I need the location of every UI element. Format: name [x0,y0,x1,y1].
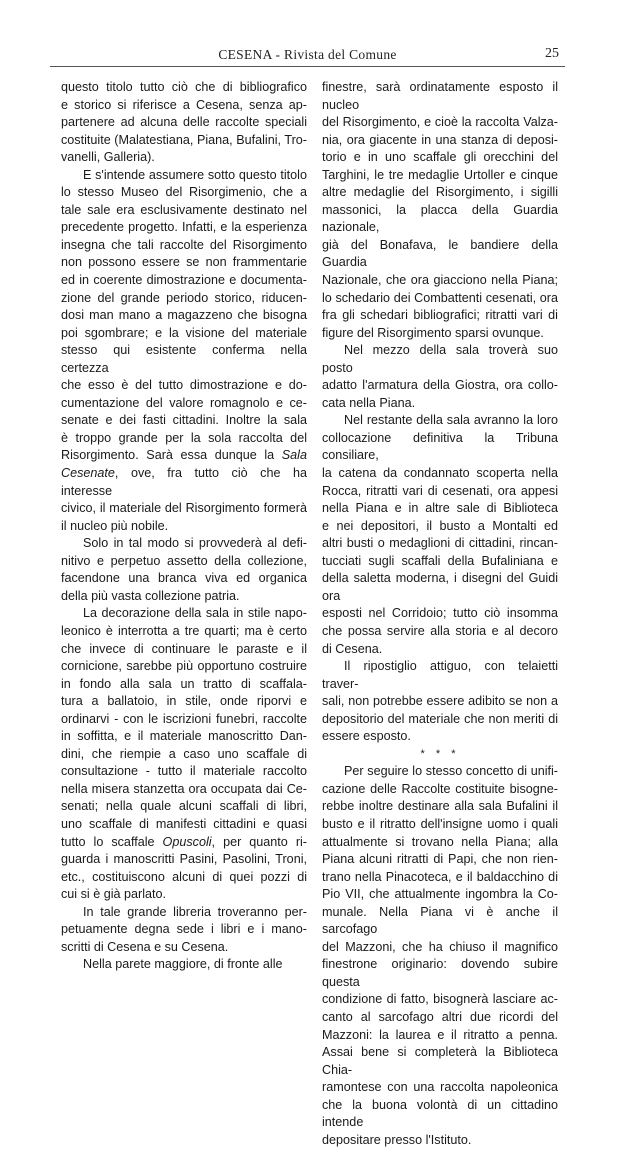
text-line: canto al sarcofago altri due ricordi del [322,1009,558,1024]
text-line: stesso qui esistente conferma nella certezza [61,343,307,375]
text-line: lo schedario dei Combattenti cesenati, ora [322,290,558,305]
section-separator: * * * [420,747,460,760]
paragraph [61,904,307,957]
text-line: precedente progetto. Infatti, e la esperienza [61,220,307,235]
paragraph [322,342,558,412]
paragraph [61,79,307,167]
text-line: fra gli schedari bibliografici; ritratti vari di [322,308,558,323]
text-line: tale sale era esclusivamente destinato nel [61,202,307,217]
text-line: etc., costituiscono alcuni di quei pozzi di [61,869,307,884]
paragraph [61,167,307,535]
text-line: finestrone originario: dovendo subire questa [322,957,558,989]
text-line: altre medaglie del Risorgimento, i sigilli [322,185,558,200]
text-line: esposti nel Corridoio; tutto ciò insomma [322,606,558,621]
text-line: Assai bene si completerà la Biblioteca Chia- [322,1045,558,1077]
text-line: già del Bonafava, le bandiere della Guardia [322,237,558,270]
text-line: attualmente si trovano nella Piana; alla [322,834,558,849]
text-line: sali, non potrebbe essere adibito se non a [322,694,558,709]
text-line: Per seguire lo stesso concetto di unifi- [344,764,558,779]
text-line: tutto lo scaffale Opuscoli, per quanto ri- [61,834,308,849]
text-line: guarda i manoscritti Pasini, Pasolini, Troni, [61,852,307,867]
text-line: consultazione - tutto il materiale raccolto [61,764,307,779]
text-line: essere esposto. [322,729,411,744]
text-line: uno scaffale di manifesti cittadini e quasi [61,816,307,831]
text-line: cata nella Piana. [322,395,416,410]
text-line: Cesenate, ove, fra tutto ciò che ha interesse [61,466,307,498]
text-line: in fondo alla sala un tratto di scaffala- [61,676,307,691]
text-line: cumentazione del valore romagnolo e ce- [61,395,307,410]
text-line: petuamente degna sede i libri e i mano- [61,922,307,937]
text-line: Piana alcuni ritratti di Papi, che non rien- [322,852,558,867]
text-line: poi sgombrare; e la visione del materiale [61,325,307,340]
text-line: partenere ad alcuna delle raccolte speciali [61,115,307,130]
text-line: il nucleo più nobile. [61,518,169,533]
text-line: zione del grande periodo storico, riducen- [61,290,307,305]
text-line: in soffitta, e il materiale manoscritto Dan- [61,729,307,744]
text-line: vanelli, Galleria). [61,150,155,165]
left-column [61,79,307,974]
text-line: Targhini, le tre medaglie Urtoller e cinque [322,167,558,182]
text-line: non possono essere se non frammentarie [61,255,307,270]
text-line: che la buona volontà di un cittadino intende [322,1097,558,1130]
text-line: ordinarvi - con le iscrizioni funebri, raccolte [61,711,307,726]
text-line: torio e in uno scaffale gli orecchini del [322,150,558,165]
text-line: tura a ballatoio, in stile, onde riporvi e [61,694,307,709]
text-line: lo stesso Museo del Risorgimenio, che a [61,185,307,200]
text-line: E s'intende assumere sotto questo titolo [83,167,307,182]
italic-term: Cesenate [61,466,115,481]
text-line: ramontese con una raccolta napoleonica [322,1080,558,1095]
text-line: che esso è del tutto dimostrazione e do- [61,378,307,393]
text-line: In tale grande libreria troveranno per- [83,904,307,919]
text-line: ed in coerente dimostrazione e documenta- [61,273,307,288]
text-line: che possa servire alla storia e al decoro [322,623,558,638]
text-line: trano nella Pinacoteca, e il baldacchino di [322,869,558,884]
text-line: adatto l'armatura della Giostra, ora collo- [322,378,558,393]
text-line: dosi man mano a magazzeno che bisogna [61,308,307,323]
text-line: questo titolo tutto ciò che di bibliografico [61,80,307,94]
text-line: scritti di Cesena e su Cesena. [61,939,229,954]
text-line: nia, ora giacente in una stanza di deposi- [322,132,558,147]
text-line: facendone una branca viva ed organica [61,571,307,586]
text-line: del Risorgimento, e cioè la raccolta Valza- [322,115,558,130]
paragraph [61,535,307,605]
text-line: depositare presso l'Istituto. [322,1132,472,1147]
text-line: massonici, la placca della Guardia nazionale, [322,202,558,235]
text-line: senate e dei fasti cittadini. Inoltre la sala [61,413,307,428]
text-line: Mazzoni: la laurea e il ritratto a penna. [322,1027,558,1042]
italic-term: Opuscoli [162,834,212,849]
text-line: dini, che riempie a caso uno scaffale di [61,746,307,761]
text-line: senati; nella quale alcuni scaffali di libri, [61,799,307,814]
text-line: Risorgimento. Sarà essa dunque la Sala [61,448,307,463]
text-line: finestre, sarà ordinatamente esposto il nucleo [322,80,558,112]
text-line: della saletta moderna, i disegni del Guidi ora [322,571,558,603]
text-line: figure del Risorgimento sparsi ovunque. [322,325,544,340]
text-line: del Mazzoni, che ha chiuso il magnifico [322,939,558,954]
text-line: leonico è interrotta a tre quarti; ma è certo [61,623,307,638]
paragraph [61,956,307,974]
text-line: la catena da condannato scoperta nella [322,466,558,481]
paragraph [322,658,558,746]
text-line: della più vasta collezione patria. [61,588,240,603]
text-line: condizione di fatto, bisognerà lasciare ac- [322,992,558,1007]
text-line: Nella parete maggiore, di fronte alle [83,957,283,972]
text-line: busto e il ritratto dell'insigne uomo i quali [322,816,558,831]
text-line: è troppo grande per la sola raccolta del [61,430,307,445]
text-line: Rocca, ritratti vari di cesenati, ora appesi [322,483,558,498]
paragraph [322,79,558,342]
text-line: Nel restante della sala avranno la loro [344,413,558,428]
right-column [322,79,558,1149]
text-line: tucciati sugli scaffali della Bufaliniana e [322,553,558,568]
page-number: 25 [545,46,559,61]
text-line: che invece di continuare le paraste e il [61,641,307,656]
text-line: collocazione definitiva la Tribuna consiliare, [322,430,558,463]
text-line: depositorio del materiale che non meriti di [322,711,558,726]
text-line: La decorazione della sala in stile napo- [83,606,307,621]
text-line: Pio VII, che attualmente ingombra la Co- [322,887,558,902]
text-line: altri busti o medaglioni di cittadini, rincan- [322,536,558,551]
text-line: costituite (Malatestiana, Piana, Bufalini, Tro- [61,132,307,147]
text-line: nella misera stanzetta ora occupata dai Ce- [61,781,307,796]
text-line: civico, il materiale del Risorgimento formerà [61,501,307,516]
text-line: rebbe inoltre destinare alla sala Bufalini il [322,799,558,814]
text-line: e nei depositori, il busto a Montalti ed [322,518,558,533]
paragraph [322,763,558,1149]
text-line: Nel mezzo della sala troverà suo posto [322,343,558,375]
running-title: CESENA - Rivista del Comune [218,47,397,62]
text-line: Solo in tal modo si provvederà al defi- [83,536,307,551]
text-line: Nazionale, che ora giacciono nella Piana; [322,273,558,288]
paragraph [322,412,558,658]
text-line: nitivo e perpetuo assetto della collezione, [61,553,307,568]
text-line: Il ripostiglio attiguo, con telaietti traver- [322,659,558,691]
text-line: cornicione, sarebbe più opportuno costruire [61,659,307,674]
text-line: cazione delle Raccolte costituite bisogne- [322,781,558,796]
text-line: nella Piana e in altre sale di Biblioteca [322,501,558,516]
page-header [50,44,565,67]
text-line: cui si è già parlato. [61,887,167,902]
italic-term: Sala [281,448,307,463]
text-line: e storico si riferisce a Cesena, senza ap- [61,97,307,112]
text-line: insegna che tali raccolte del Risorgimento [61,237,307,252]
paragraph [61,605,307,903]
text-line: munale. Nella Piana vi è anche il sarcofago [322,904,558,937]
text-line: di Cesena. [322,641,383,656]
